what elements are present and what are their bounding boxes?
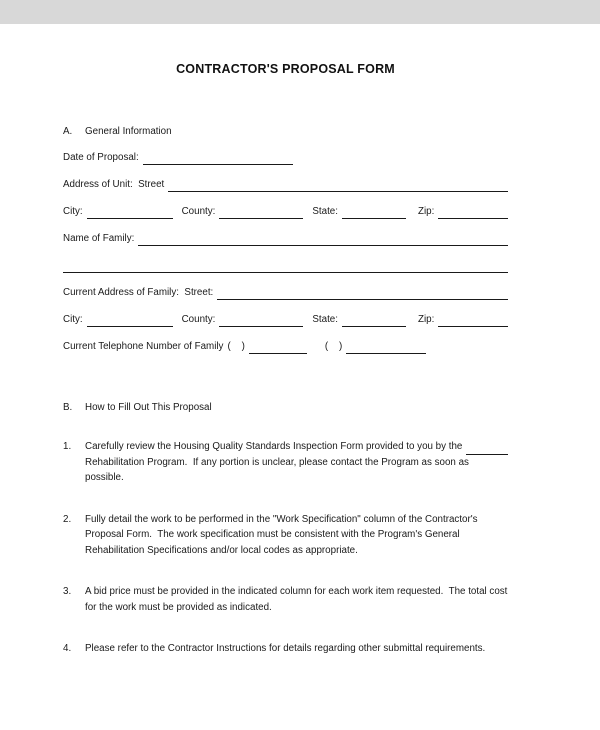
address-of-unit-blank[interactable]	[168, 178, 508, 192]
county-label: County:	[181, 206, 216, 217]
name-of-family-label: Name of Family:	[63, 233, 135, 244]
date-of-proposal-blank[interactable]	[143, 151, 293, 165]
instruction-item-2	[63, 512, 508, 559]
zip-blank-2[interactable]	[438, 313, 508, 327]
instruction-item-4	[63, 641, 508, 657]
instruction-1-text-after: Rehabilitation Program. If any portion is unclear, please contact the Program as soon as possible.	[85, 456, 472, 483]
field-date-of-proposal	[63, 150, 508, 165]
instruction-1-number: 1.	[63, 441, 72, 452]
instruction-item-3	[63, 584, 511, 615]
city-label: City:	[63, 206, 83, 217]
document-page	[0, 24, 600, 657]
city-label-2: City:	[63, 314, 83, 325]
phone-blank-2[interactable]	[346, 340, 426, 354]
current-address-blank[interactable]	[217, 286, 508, 300]
section-b-letter: B.	[63, 402, 73, 413]
phone-area-code-2: ( )	[324, 341, 343, 352]
phone-area-code-1: ( )	[227, 341, 245, 352]
field-name-of-family-continued	[63, 258, 508, 273]
instruction-4-number: 4.	[63, 643, 72, 654]
name-of-family-blank-line2[interactable]	[63, 259, 508, 273]
state-blank-2[interactable]	[342, 313, 406, 327]
county-label-2: County:	[181, 314, 216, 325]
instruction-item-1	[63, 439, 508, 486]
name-of-family-blank[interactable]	[138, 232, 508, 246]
instruction-3-number: 3.	[63, 586, 72, 597]
program-name-blank[interactable]	[466, 441, 508, 455]
instruction-3-text: A bid price must be provided in the indicated column for each work item requested. The total cost for the work must be provided as indicated.	[85, 586, 511, 613]
county-blank[interactable]	[219, 205, 303, 219]
section-a-letter: A.	[63, 126, 73, 137]
state-blank[interactable]	[342, 205, 406, 219]
state-label: State:	[312, 206, 338, 217]
field-name-of-family	[63, 231, 508, 246]
instruction-2-text: Fully detail the work to be performed in the "Work Specification" column of the Contractor's Proposal Form. The work specification must be consistent with the Program's General Rehabilitation Specifications and/or local codes as appropriate.	[85, 513, 481, 556]
current-address-label: Current Address of Family: Street:	[63, 287, 214, 298]
form-title: CONTRACTOR'S PROPOSAL FORM	[176, 62, 395, 76]
field-city-state-zip-family	[63, 312, 508, 327]
date-of-proposal-label: Date of Proposal:	[63, 152, 139, 163]
county-blank-2[interactable]	[219, 313, 303, 327]
section-a-title: General Information	[85, 126, 172, 137]
field-address-of-unit	[63, 177, 508, 192]
state-label-2: State:	[312, 314, 338, 325]
section-a-heading	[63, 126, 508, 137]
zip-label-2: Zip:	[417, 314, 435, 325]
section-b-title: How to Fill Out This Proposal	[85, 402, 212, 413]
top-bar	[0, 0, 600, 24]
instruction-1-text-before: Carefully review the Housing Quality Standards Inspection Form provided to you by the	[85, 441, 463, 452]
section-b-heading	[63, 402, 508, 413]
zip-label: Zip:	[417, 206, 435, 217]
field-city-state-zip-unit	[63, 204, 508, 219]
phone-blank-1[interactable]	[249, 340, 307, 354]
zip-blank[interactable]	[438, 205, 508, 219]
instruction-4-text: Please refer to the Contractor Instructions for details regarding other submittal requirements.	[85, 643, 486, 654]
city-blank-2[interactable]	[87, 313, 173, 327]
field-current-phone	[63, 339, 508, 354]
city-blank[interactable]	[87, 205, 173, 219]
instruction-1-body	[85, 439, 508, 486]
field-current-address	[63, 285, 508, 300]
address-of-unit-label: Address of Unit: Street	[63, 179, 165, 190]
instruction-2-number: 2.	[63, 513, 72, 525]
current-phone-label: Current Telephone Number of Family	[63, 341, 224, 352]
